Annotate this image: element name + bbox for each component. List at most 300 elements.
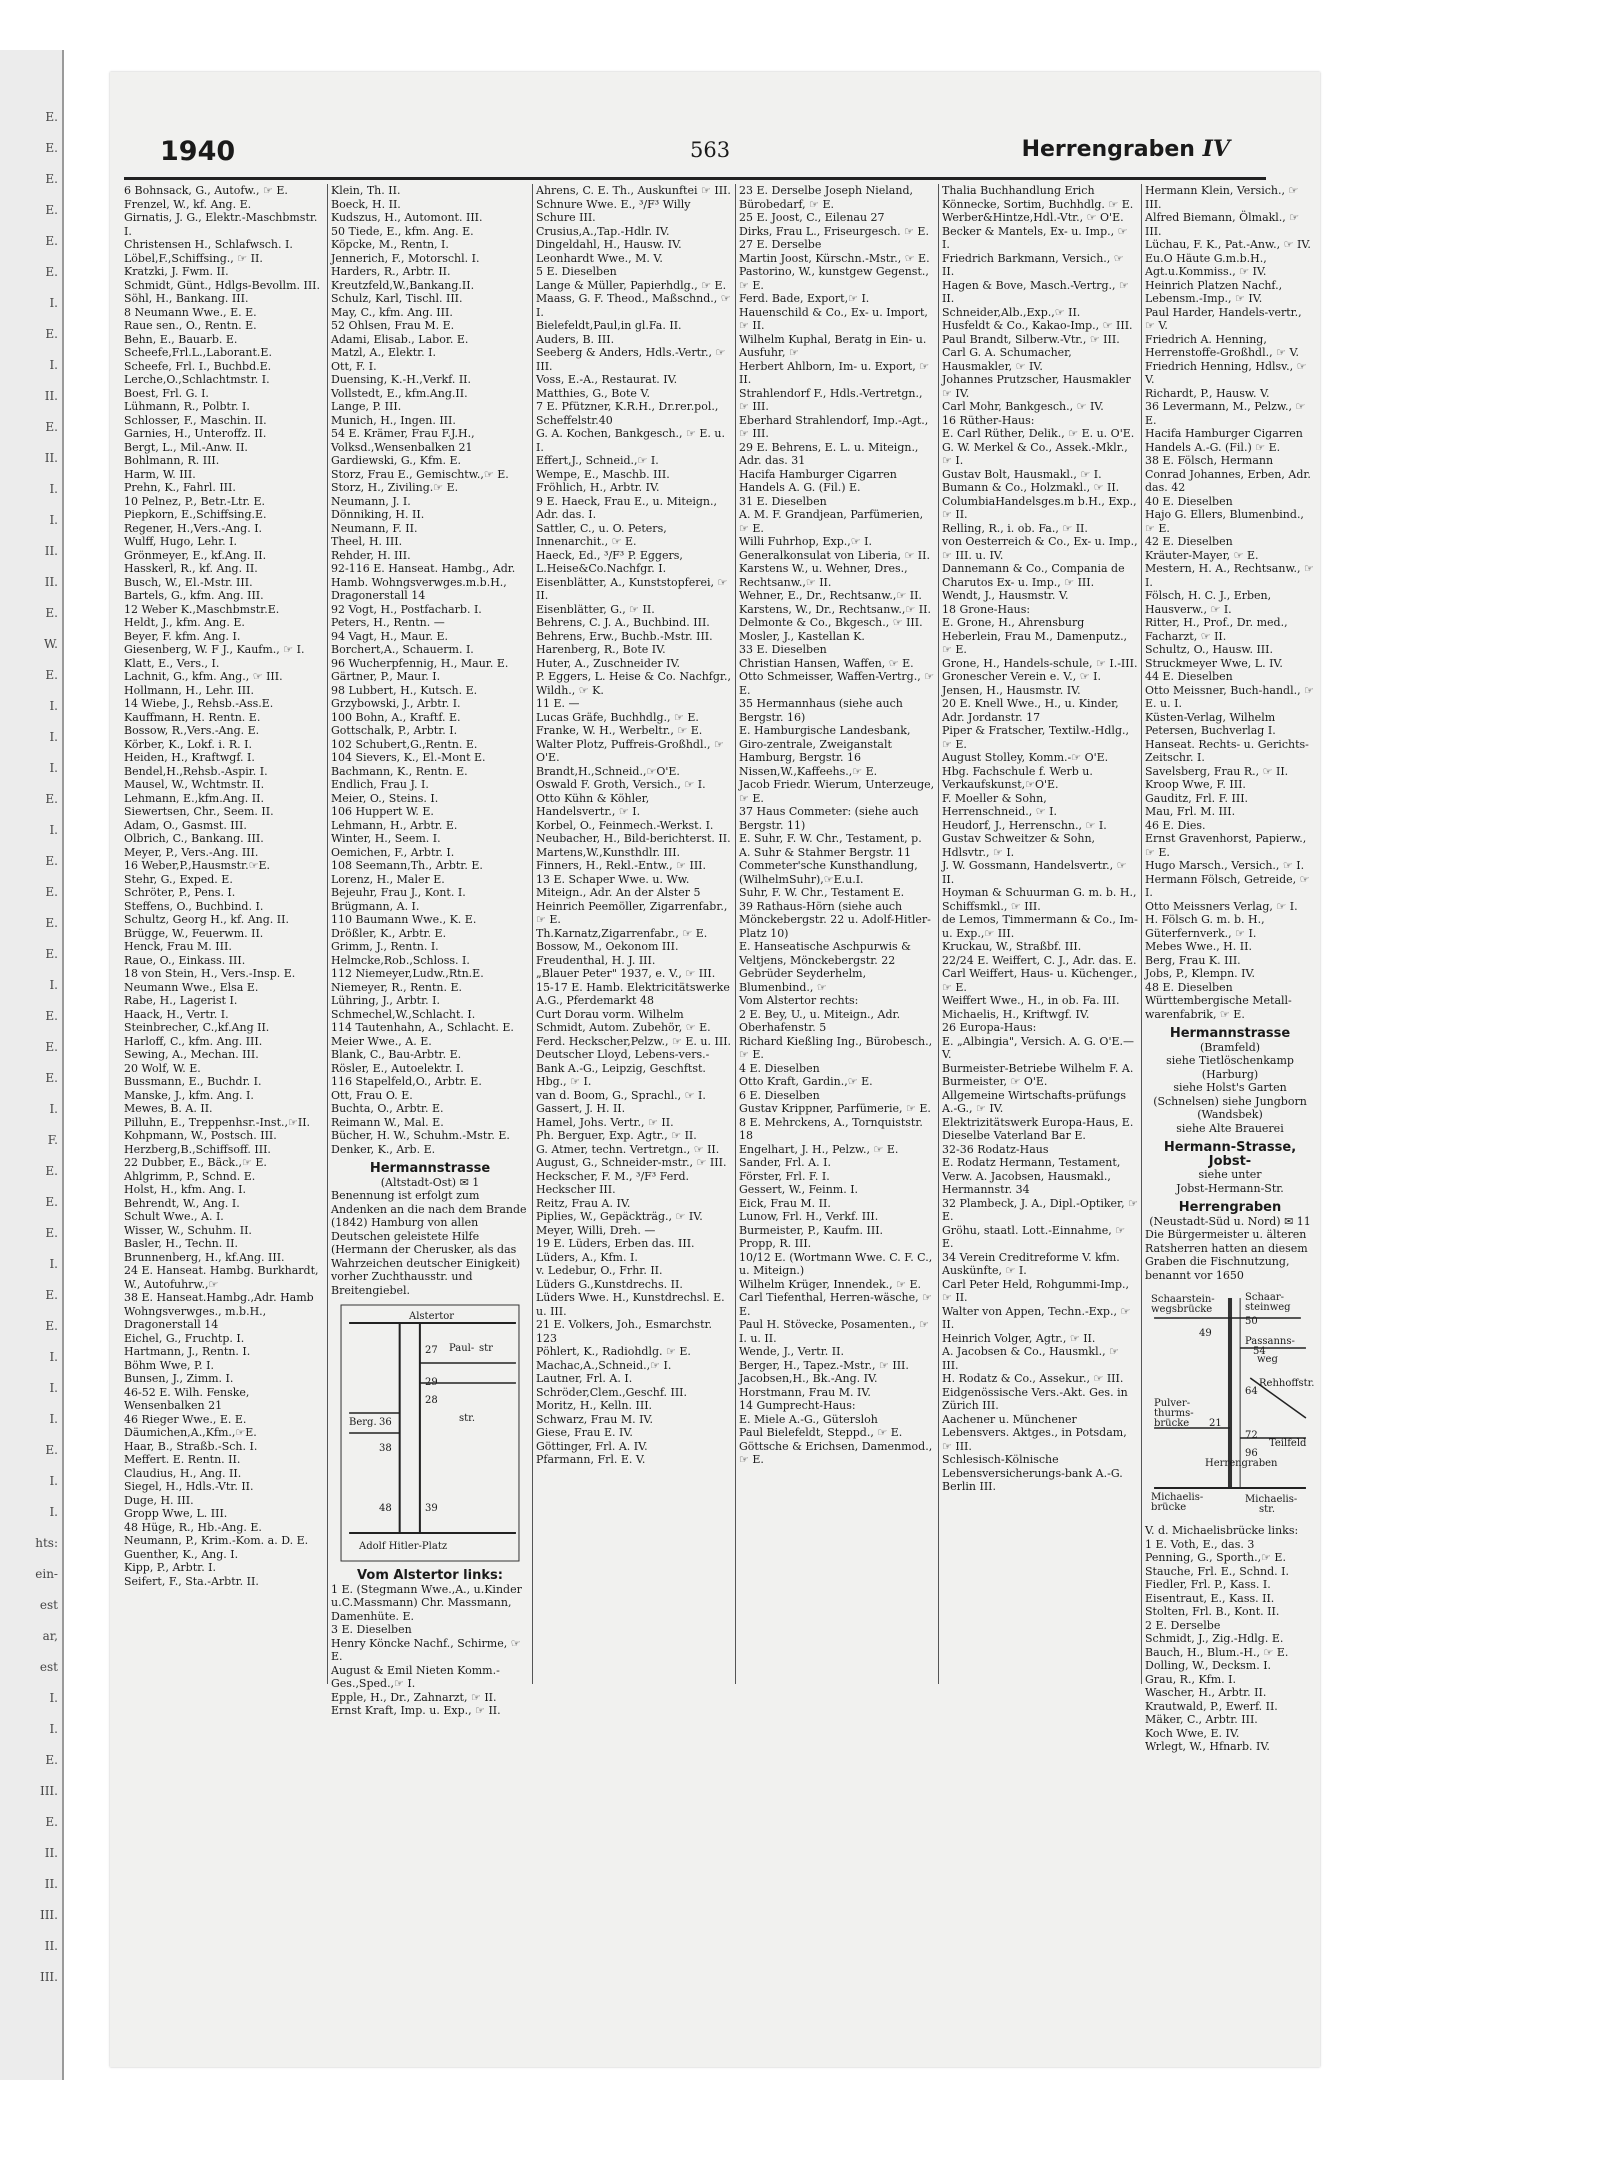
directory-entry: Brandt,H.,Schneid.,☞O'E. (536, 764, 680, 778)
directory-entry: F. Moeller & Sohn, Herrenschneid., ☞ I. (942, 791, 1057, 818)
directory-entry: Fröhlich, H., Arbtr. IV. (536, 481, 660, 494)
directory-entry: 16 Weber,P.,Hausmstr.☞E. (124, 859, 270, 872)
margin-fragment: I. (49, 1722, 58, 1736)
directory-entry: Gustav Bolt, Hausmakl., ☞ I. (942, 467, 1102, 481)
directory-page (110, 72, 1320, 2067)
directory-entry: 10 Pelnez, P., Betr.-Ltr. E. (124, 494, 266, 508)
section-note: siehe unter (1198, 1168, 1262, 1181)
column-divider (327, 184, 328, 1684)
directory-entry: Martens,W.,Kunsthdlr. III. (536, 845, 681, 859)
directory-entry: 6 Bohnsack, G., Autofw., ☞ E. (124, 184, 288, 197)
directory-entry: 9 E. Haeck, Frau E., u. Miteign., Adr. das. I. (536, 494, 721, 521)
section-note: siehe Tietlöschenkamp (1166, 1054, 1294, 1067)
directory-entry: 54 E. Krämer, Frau F.J.H., Volksd.,Wensenbalken 21 (331, 427, 479, 454)
directory-entry: E. Grone, H., Ahrensburg (942, 616, 1085, 629)
margin-fragment: E. (45, 203, 58, 217)
directory-entry: Franke, W. H., Werbeltr., ☞ E. (536, 724, 703, 737)
margin-fragment: E. (45, 1319, 58, 1333)
directory-entry: 33 E. Dieselben (739, 643, 827, 656)
margin-fragment: E. (45, 606, 58, 620)
map-label: Herrengraben (1205, 1458, 1278, 1469)
directory-entry: Beyer, F. kfm. Ang. I. (124, 629, 241, 643)
map-label: 38 (379, 1443, 392, 1454)
map-label: 96 (1245, 1448, 1258, 1459)
directory-entry: Heberlein, Frau M., Damenputz., ☞ E. (942, 629, 1131, 656)
directory-entry: 35 Hermannhaus (siehe auch Bergstr. 16) (739, 697, 907, 724)
directory-entry: Pilluhn, E., Treppenhsr.-Inst.,☞II. (124, 1115, 311, 1129)
directory-entry: Dieselbe Vaterland Bar E. (942, 1129, 1086, 1142)
directory-entry: Frenzel, W., kf. Ang. E. (124, 197, 252, 211)
directory-entry: Siewertsen, Chr., Seem. II. (124, 805, 274, 818)
directory-entry: Lucas Gräfe, Buchhdlg., ☞ E. (536, 710, 699, 724)
page-number: 563 (690, 138, 731, 162)
directory-entry: August Stolley, Komm.-☞ O'E. (942, 751, 1109, 764)
directory-entry: Strahlendorf F., Hdls.-Vertretgn., ☞ III. (739, 386, 927, 413)
map-label: weg (1257, 1354, 1278, 1365)
directory-entry: Berger, H., Tapez.-Mstr., ☞ III. (739, 1358, 909, 1372)
directory-entry: Endlich, Frau J. I. (331, 778, 429, 791)
directory-entry: Seeberg & Anders, Hdls.-Vertr., ☞ III. (536, 346, 729, 373)
margin-fragment: I. (49, 730, 58, 744)
directory-entry: 94 Vagt, H., Maur. E. (331, 629, 448, 643)
directory-entry: 4 E. Dieselben (739, 1061, 820, 1075)
directory-entry: Pastorino, W., kunstgew Gegenst., ☞ E. (739, 265, 933, 292)
column-2 (331, 184, 529, 2064)
directory-entry: Heldt, J., kfm. Ang. E. (124, 616, 245, 629)
directory-entry: Küsten-Verlag, Wilhelm Petersen, Buchverlag I. (1145, 710, 1279, 737)
directory-entry: 100 Bohn, A., Kraftf. E. (331, 710, 461, 724)
margin-fragment: I. (49, 699, 58, 713)
directory-entry: Werber&Hintze,Hdl.-Vtr., ☞ O'E. (942, 211, 1124, 224)
directory-entry: Vollstedt, E., kfm.Ang.II. (331, 386, 468, 400)
directory-entry: Meier, O., Steins. I. (331, 791, 439, 805)
directory-entry: Gustav Schweitzer & Sohn, Hdlsvtr., ☞ I. (942, 832, 1099, 859)
column-divider (532, 184, 533, 1684)
directory-entry: Leonhardt Wwe., M. V. (536, 251, 663, 265)
directory-entry: Christensen H., Schlafwsch. I. (124, 238, 293, 251)
directory-entry: Korbel, O., Feinmech.-Werkst. I. (536, 818, 714, 832)
margin-fragment: I. (49, 1691, 58, 1705)
directory-entry: Gauditz, Frl. F. III. (1145, 791, 1249, 805)
directory-entry: Mosler, J., Kastellan K. (739, 629, 865, 643)
directory-entry: Eberhard Strahlendorf, Imp.-Agt., ☞ III. (739, 413, 932, 440)
directory-entry: Haar, B., Straßb.-Sch. I. (124, 1439, 258, 1453)
directory-entry: 48 E. Dieselben Württembergische Metall-warenfabrik, ☞ E. (1145, 980, 1292, 1021)
margin-fragment: I. (49, 761, 58, 775)
directory-entry: 22 Dubber, E., Bäck.,☞ E. (124, 1156, 267, 1169)
directory-entry: Bücher, H. W., Schuhm.-Mstr. E. (331, 1129, 510, 1142)
directory-entry: Ernst Kraft, Imp. u. Exp., ☞ II. (331, 1704, 501, 1717)
directory-entry: Ahrens, C. E. Th., Auskunftei ☞ III. (536, 184, 731, 197)
directory-entry: 110 Baumann Wwe., K. E. (331, 913, 477, 926)
map-label: 50 (1245, 1316, 1258, 1327)
directory-entry: Peters, H., Rentn. — (331, 616, 445, 629)
directory-entry: Suhr, F. W. Chr., Testament E. (739, 886, 905, 899)
directory-entry: Lehmann, E.,kfm.Ang. II. (124, 791, 264, 805)
directory-entry: Schröder,Clem.,Geschf. III. (536, 1385, 688, 1399)
directory-entry: Haack, H., Vertr. I. (124, 1007, 229, 1021)
directory-entry: Kroop Wwe, F. III. (1145, 778, 1246, 791)
directory-entry: Ott, F. I. (331, 359, 377, 373)
directory-entry: Huter, A., Zuschneider IV. (536, 656, 680, 670)
directory-entry: Schwarz, Frau M. IV. (536, 1412, 653, 1426)
column-1 (124, 184, 324, 2064)
directory-entry: H. Fölsch G. m. b. H., Güterfernverk., ☞ I. (1145, 913, 1269, 940)
directory-entry: Olbrich, C., Bankang. III. (124, 832, 264, 845)
directory-entry: E. Hanseatische Aschpurwis & Veltjens, Mönckebergstr. 22 (739, 940, 915, 967)
directory-entry: Burmeister-Betriebe Wilhelm F. A. Burmeister, ☞ O'E. (942, 1061, 1137, 1088)
directory-entry: Mestern, H. A., Rechtsanw., ☞ I. (1145, 562, 1318, 589)
directory-entry: 102 Schubert,G.,Rentn. E. (331, 737, 478, 751)
directory-entry: Karstens W., u. Wehner, Dres., Rechtsanw.,☞ II. (739, 562, 912, 589)
directory-entry: Storz, H., Ziviling.☞ E. (331, 481, 459, 494)
directory-entry: ColumbiaHandelsges.m b.H., Exp., ☞ II. (942, 494, 1141, 521)
directory-entry: Wendt, J., Hausmstr. V. (942, 589, 1069, 602)
directory-entry: Schmidt, J., Zig.-Hdlg. E. (1145, 1632, 1284, 1645)
directory-entry: Theel, H. III. (331, 535, 403, 548)
directory-entry: Otto Meissner, Buch-handl., ☞ E. u. I. (1145, 683, 1318, 710)
margin-fragment: E. (45, 1815, 58, 1829)
directory-entry: Gardiewski, G., Kfm. E. (331, 454, 462, 467)
directory-entry: Neumann Wwe., Elsa E. (124, 980, 259, 994)
directory-entry: Fiedler, Frl. P., Kass. I. (1145, 1578, 1271, 1591)
directory-entry: Bossow, M., Oekonom III. (536, 940, 679, 953)
margin-fragment: II. (44, 544, 58, 558)
directory-entry: Jobs, P., Klempn. IV. (1145, 967, 1256, 980)
directory-entry: Thalia Buchhandlung Erich Könnecke, Sortim, Buchhdlg. ☞ E. (942, 184, 1134, 211)
directory-entry: A. Jacobsen & Co., Hausmkl., ☞ III. (942, 1345, 1123, 1372)
directory-entry: Schulz, Karl, Tischl. III. (331, 292, 463, 305)
directory-entry: Otto Meissners Verlag, ☞ I. (1145, 899, 1298, 913)
directory-entry: Grimm, J., Rentn. I. (331, 940, 439, 953)
directory-entry: Wempe, E., Maschb. III. (536, 467, 670, 481)
directory-entry: Effert,J., Schneid.,☞ I. (536, 454, 659, 467)
directory-entry: Pfarmann, Frl. E. V. (536, 1453, 646, 1466)
directory-entry: Krautwald, P., Ewerf. II. (1145, 1699, 1278, 1713)
directory-entry: Bejeuhr, Frau J., Kont. I. (331, 886, 466, 899)
directory-entry: Carl G. A. Schumacher, Hausmakler, ☞ IV. (942, 346, 1076, 373)
directory-entry: 3 E. Dieselben (331, 1623, 412, 1636)
directory-entry: Bussmann, E., Buchdr. I. (124, 1075, 262, 1088)
directory-entry: Bumann & Co., Holzmakl., ☞ II. (942, 481, 1120, 494)
margin-fragment: E. (45, 1009, 58, 1023)
margin-fragment: E. (45, 916, 58, 930)
directory-entry: Ph. Berguer, Exp. Agtr., ☞ II. (536, 1129, 697, 1142)
directory-entry: Wascher, H., Arbtr. II. (1145, 1686, 1267, 1699)
margin-fragment: I. (49, 1350, 58, 1364)
directory-entry: 23 E. Derselbe Joseph Nieland, Bürobedarf, ☞ E. (739, 184, 917, 211)
directory-entry: Deutscher Lloyd, Lebens-vers.-Bank A.-G., Leipzig, Geschftst. Hbg., ☞ I. (536, 1048, 710, 1088)
section-heading: Herrengraben (1178, 1200, 1282, 1215)
directory-entry: Engelhart, J. H., Pelzw., ☞ E. (739, 1142, 899, 1156)
directory-entry: Heckscher, F. M., ³/F³ Ferd. Heckscher III. (536, 1169, 693, 1196)
column-divider (1141, 184, 1142, 1684)
directory-entry: Helmcke,Rob.,Schloss. I. (331, 953, 470, 967)
directory-entry: Generalkonsulat von Liberia, ☞ II. (739, 548, 930, 562)
margin-fragment: E. (45, 1195, 58, 1209)
map-label: 72 (1245, 1430, 1258, 1441)
map-label: brücke (1151, 1502, 1187, 1513)
directory-entry: Hartmann, J., Rentn. I. (124, 1345, 251, 1358)
map-label: 39 (425, 1503, 438, 1514)
directory-entry: Claudius, H., Ang. II. (124, 1466, 242, 1480)
margin-fragment: est (39, 1598, 58, 1612)
directory-entry: Weiffert Wwe., H., in ob. Fa. III. (942, 994, 1120, 1007)
map-label: 48 (379, 1503, 392, 1514)
directory-entry: 1 E. Voth, E., das. 3 (1145, 1537, 1255, 1551)
directory-entry: Finners, H., Rekl.-Entw., ☞ III. (536, 859, 707, 872)
directory-entry: Giese, Frau E. IV. (536, 1426, 633, 1439)
directory-entry: 92-116 E. Hanseat. Hambg., Adr. Hamb. Wohngsverwges.m.b.H., Dragonerstall 14 (331, 562, 519, 602)
directory-entry: Carl Mohr, Bankgesch., ☞ IV. (942, 400, 1104, 413)
directory-entry: 38 E. Fölsch, Hermann Conrad Johannes, Erben, Adr. das. 42 (1145, 454, 1315, 494)
directory-entry: 1 E. (Stegmann Wwe.,A., u.Kinder u.C.Massmann) Chr. Massmann, Damenhüte. E. (331, 1582, 526, 1623)
directory-entry: Gustav Krippner, Parfümerie, ☞ E. (739, 1102, 931, 1115)
directory-entry: Piplies, W., Gepäckträg., ☞ IV. (536, 1210, 703, 1223)
margin-fragment: III. (39, 1784, 58, 1798)
margin-fragment: I. (49, 1505, 58, 1519)
directory-entry: Fölsch, H. C. J., Erben, Hausverw., ☞ I. (1145, 589, 1275, 616)
directory-entry: Hollmann, H., Lehr. III. (124, 683, 254, 697)
margin-fragment: ar, (42, 1629, 58, 1643)
directory-entry: Hbg. Fachschule f. Werb u. Verkaufskunst,☞O'E. (942, 764, 1097, 791)
directory-entry: Mausel, W., Wchtmstr. II. (124, 778, 265, 791)
directory-entry: Blank, C., Bau-Arbtr. E. (331, 1048, 462, 1061)
directory-entry: Lorenz, H., Maler E. (331, 872, 445, 886)
directory-entry: Klein, Th. II. (331, 184, 401, 197)
directory-entry: Hacifa Hamburger Cigarren Handels A. G. (Fil.) E. (739, 467, 901, 494)
directory-entry: Buchta, O., Arbtr. E. (331, 1102, 444, 1115)
map-label: 27 (425, 1345, 438, 1356)
street-map-herrengraben (1149, 1288, 1315, 1518)
margin-fragment: II. (44, 1846, 58, 1860)
directory-entry: Alfred Biemann, Ölmakl., ☞ III. (1145, 211, 1303, 238)
directory-entry: 40 E. Dieselben (1145, 494, 1233, 508)
directory-entry: Bendel,H.,Rehsb.-Aspir. I. (124, 764, 268, 778)
directory-entry: Sattler, C., u. O. Peters, Innenarchit., ☞ E. (536, 521, 671, 548)
map-label: Berg. (349, 1417, 377, 1428)
directory-entry: Bunsen, J., Zimm. I. (124, 1372, 234, 1385)
directory-entry: Richardt, P., Hausw. V. (1145, 386, 1270, 400)
column-divider (938, 184, 939, 1684)
directory-entry: Hauenschild & Co., Ex- u. Import, ☞ II. (739, 305, 932, 332)
directory-entry: 98 Lubbert, H., Kutsch. E. (331, 683, 478, 697)
directory-entry: Grzybowski, J., Arbtr. I. (331, 697, 461, 710)
section-subheading: (Neustadt-Süd u. Nord) ✉ 11 (1149, 1214, 1311, 1228)
directory-entry: E. Suhr, F. W. Chr., Testament, p. A. Suhr & Stahmer Bergstr. 11 (739, 832, 926, 859)
directory-entry: Bergt, L., Mil.-Anw. II. (124, 440, 248, 454)
directory-entry: 7 E. Pfützner, K.R.H., Dr.rer.pol., Scheffelstr.40 (536, 400, 722, 427)
directory-entry: Richard Kießling Ing., Bürobesch., ☞ E. (739, 1034, 936, 1061)
directory-entry: Struckmeyer Wwe, L. IV. (1145, 656, 1283, 670)
directory-entry: Siegel, H., Hdls.-Vtr. II. (124, 1480, 254, 1493)
directory-entry: Scheefe,Frl.L.,Laborant.E. (124, 346, 272, 359)
directory-entry: Borchert,A., Schauerm. I. (331, 643, 474, 656)
directory-entry: Förster, Frl. F. I. (739, 1169, 830, 1183)
map-label: 36 (379, 1417, 392, 1428)
map-label: Schaarstein- (1151, 1294, 1215, 1305)
directory-entry: Böhm Wwe, P. I. (124, 1358, 214, 1372)
margin-fragment: III. (39, 1908, 58, 1922)
directory-entry: Penning, G., Sporth.,☞ E. (1145, 1551, 1286, 1564)
directory-entry: P. Eggers, L. Heise & Co. Nachfgr., Wildh., ☞ K. (536, 670, 735, 697)
directory-entry: 112 Niemeyer,Ludw.,Rtn.E. (331, 967, 484, 980)
directory-entry: 5 E. Dieselben (536, 265, 617, 278)
section-heading-small: V. d. Michaelisbrücke links: (1145, 1524, 1299, 1537)
map-label: steinweg (1245, 1302, 1291, 1313)
margin-fragment: I. (49, 978, 58, 992)
margin-fragment: E. (45, 1443, 58, 1457)
directory-entry: 2 E. Bey, U., u. Miteign., Adr. Oberhafenstr. 5 (739, 1007, 904, 1034)
directory-entry: Gärtner, P., Maur. I. (331, 670, 441, 683)
directory-entry: Th.Karnatz,Zigarrenfabr., ☞ E. (536, 926, 708, 940)
margin-fragment: E. (45, 1288, 58, 1302)
directory-entry: 48 Hüge, R., Hb.-Ang. E. (124, 1520, 262, 1534)
directory-entry: Rehder, H. III. (331, 548, 411, 562)
directory-entry: Winter, H., Seem. I. (331, 832, 441, 845)
directory-entry: 38 E. Hanseat.Hambg.,Adr. Hamb Wohngsverwges., m.b.H., Dragonerstall 14 (124, 1291, 318, 1331)
directory-entry: 14 Wiebe, J., Rehsb.-Ass.E. (124, 697, 274, 710)
directory-entry: Eidgenössische Vers.-Akt. Ges. in Zürich III. (942, 1385, 1132, 1412)
directory-entry: Steffens, O., Buchbind. I. (124, 899, 264, 913)
directory-entry: Savelsberg, Frau R., ☞ II. (1145, 764, 1289, 778)
directory-entry: Auders, B. III. (536, 332, 615, 346)
margin-fragment: E. (45, 885, 58, 899)
directory-entry: Jensen, H., Hausmstr. IV. (942, 683, 1081, 697)
directory-entry: Aachener u. Münchener Lebensvers. Aktges., in Potsdam, ☞ III. (942, 1412, 1131, 1453)
column-5 (942, 184, 1142, 2064)
map-label: Schaar- (1245, 1292, 1284, 1303)
directory-entry: 46 E. Dies. (1145, 818, 1206, 832)
directory-entry: Dolling, W., Decksm. I. (1145, 1659, 1272, 1672)
directory-entry: Heinrich Platzen Nachf., Lebensm.-Imp., ☞ IV. (1145, 278, 1286, 305)
directory-entry: Sander, Frl. A. I. (739, 1156, 831, 1169)
section-note: (Harburg) (1201, 1067, 1259, 1081)
margin-fragment: E. (45, 668, 58, 682)
margin-fragment: E. (45, 854, 58, 868)
directory-entry: Kreutzfeld,W.,Bankang.II. (331, 278, 475, 292)
directory-entry: Lüders Wwe. H., Kunstdrechsl. E. u. III. (536, 1291, 729, 1318)
directory-entry: Maass, G. F. Theod., Maßschnd., ☞ I. (536, 292, 735, 319)
directory-entry: Dannemann & Co., Compania de Charutos Ex- u. Imp., ☞ III. (942, 562, 1129, 589)
directory-entry: Harders, R., Arbtr. II. (331, 265, 451, 278)
directory-entry: Hanseat. Rechts- u. Gerichts-Zeitschr. I. (1145, 737, 1309, 764)
section-history: Benennung ist erfolgt zum Andenken an die nach dem Brande (1842) Hamburg von allen Deutschen geleistete Hilfe (Hermann der Cherusker, als das Wahrzeichen deutscher Einigkeit) vorher Zuchthausstr. und Breitengiebel. (331, 1189, 531, 1297)
directory-entry: Heiden, H., Kraftwgf. I. (124, 751, 255, 764)
directory-entry: Kräuter-Mayer, ☞ E. (1145, 548, 1259, 562)
directory-entry: Hajo G. Ellers, Blumenbind., ☞ E. (1145, 508, 1308, 535)
directory-entry: Ahlgrimm, P., Schnd. E. (124, 1169, 256, 1183)
directory-entry: Walter von Appen, Techn.-Exp., ☞ II. (942, 1304, 1134, 1331)
directory-entry: Piper & Fratscher, Textilw.-Hdlg., ☞ E. (942, 724, 1133, 751)
column-divider (735, 184, 736, 1684)
margin-fragment: E. (45, 947, 58, 961)
directory-entry: Gröhu, staatl. Lott.-Einnahme, ☞ E. (942, 1223, 1129, 1250)
directory-entry: Commeter'sche Kunsthandlung, (WilhelmSuhr),☞E.u.I. (739, 859, 922, 886)
directory-entry: Lunow, Frl. H., Verkf. III. (739, 1210, 879, 1223)
section-heading: Hermann-Strasse, Jobst- (1163, 1140, 1297, 1169)
directory-entry: Bossow, R.,Vers.-Ang. E. (124, 724, 260, 737)
directory-entry: Dirks, Frau L., Friseurgesch. ☞ E. (739, 224, 929, 238)
page-year: 1940 (160, 136, 236, 167)
directory-entry: Manske, J., kfm. Ang. I. (124, 1088, 254, 1102)
section-note: (Wandsbek) (1197, 1108, 1263, 1121)
directory-entry: Kruckau, W., Straßbf. III. (942, 940, 1082, 953)
directory-entry: Matthies, G., Bote V. (536, 386, 650, 400)
directory-entry: Neubacher, H., Bild-berichterst. II. (536, 832, 731, 845)
directory-entry: Berg, Frau K. III. (1145, 953, 1241, 967)
directory-entry: Carl Tiefenthal, Herren-wäsche, ☞ E. (739, 1291, 936, 1318)
section-note: siehe Alte Brauerei (1176, 1121, 1284, 1135)
directory-entry: Denker, K., Arb. E. (331, 1142, 436, 1156)
margin-fragment: II. (44, 1939, 58, 1953)
directory-entry: Husfeldt & Co., Kakao-Imp., ☞ III. (942, 319, 1133, 332)
margin-fragment: E. (45, 234, 58, 248)
directory-entry: Behrens, Erw., Buchb.-Mstr. III. (536, 629, 713, 643)
directory-entry: 18 von Stein, H., Vers.-Insp. E. (124, 967, 296, 980)
map-label: str. (1259, 1504, 1276, 1515)
directory-entry: Behn, E., Bauarb. E. (124, 332, 238, 346)
directory-entry: 44 E. Dieselben (1145, 670, 1233, 683)
directory-entry: Eick, Frau M. II. (739, 1196, 831, 1210)
directory-entry: Schmechel,W.,Schlacht. I. (331, 1007, 476, 1021)
directory-entry: E. Hamburgische Landesbank, Giro-zentrale, Zweiganstalt Hamburg, Bergstr. 16 (739, 724, 914, 764)
directory-entry: Friedrich Barkmann, Versich., ☞ II. (942, 251, 1128, 278)
directory-entry: Moritz, H., Kelln. III. (536, 1399, 653, 1412)
directory-entry: 8 E. Mehrckens, A., Tornquiststr. 18 (739, 1115, 927, 1142)
directory-entry: Delmonte & Co., Bkgesch., ☞ III. (739, 616, 923, 629)
directory-entry: Brügge, W., Feuerwm. II. (124, 926, 264, 940)
directory-entry: Becker & Mantels, Ex- u. Imp., ☞ I. (942, 224, 1131, 251)
directory-entry: Oswald F. Groth, Versich., ☞ I. (536, 778, 706, 791)
directory-entry: Gronescher Verein e. V., ☞ I. (942, 670, 1101, 683)
directory-entry: Karstens, W., Dr., Rechtsanw.,☞ II. (739, 602, 931, 616)
directory-entry: Wende, J., Vertr. II. (739, 1345, 844, 1358)
margin-fragment: E. (45, 172, 58, 186)
directory-entry: 29 E. Behrens, E. L. u. Miteign., Adr. das. 31 (739, 440, 922, 467)
directory-entry: 106 Huppert W. E. (331, 805, 434, 818)
directory-entry: Neumann, P., Krim.-Kom. a. D. E. (124, 1534, 309, 1547)
directory-entry: Grönmeyer, E., kf.Ang. II. (124, 548, 267, 562)
margin-fragment: II. (44, 1877, 58, 1891)
directory-entry: de Lemos, Timmermann & Co., Im- u. Exp.,☞ III. (942, 913, 1142, 940)
map-label: Teilfeld (1269, 1438, 1307, 1449)
directory-entry: 32-36 Rodatz-Haus (942, 1142, 1049, 1156)
directory-entry: Raue sen., O., Rentn. E. (124, 319, 257, 332)
margin-fragment: II. (44, 451, 58, 465)
directory-entry: 20 E. Knell Wwe., H., u. Kinder, Adr. Jordanstr. 17 (942, 697, 1123, 724)
directory-entry: Prehn, K., Fahrl. III. (124, 481, 236, 494)
directory-entry: 12 Weber K.,Maschbmstr.E. (124, 602, 280, 616)
directory-entry: Michaelis, H., Kriftwgf. IV. (942, 1007, 1090, 1021)
directory-entry: 20 Wolf, W. E. (124, 1061, 201, 1075)
margin-fragment: II. (44, 575, 58, 589)
margin-fragment: II. (44, 389, 58, 403)
directory-entry: Kratzki, J. Fwm. II. (124, 265, 229, 278)
directory-entry: Bielefeldt,Paul,in gl.Fa. II. (536, 319, 682, 332)
directory-entry: Hacifa Hamburger Cigarren Handels A.-G. (Fil.) ☞ E. (1145, 427, 1307, 454)
page-header (110, 130, 1320, 170)
margin-fragment: E. (45, 420, 58, 434)
directory-entry: Vom Alstertor rechts: (739, 994, 859, 1007)
directory-entry: 27 E. Derselbe (739, 238, 822, 251)
directory-entry: Jennerich, F., Motorschl. I. (331, 251, 480, 265)
directory-entry: Mau, Frl. M. III. (1145, 805, 1236, 818)
directory-entry: Löbel,F.,Schiffsing., ☞ II. (124, 251, 263, 265)
map-label: 29 (425, 1377, 438, 1388)
directory-entry: Sewing, A., Mechan. III. (124, 1048, 259, 1061)
directory-entry: Duge, H. III. (124, 1493, 194, 1507)
